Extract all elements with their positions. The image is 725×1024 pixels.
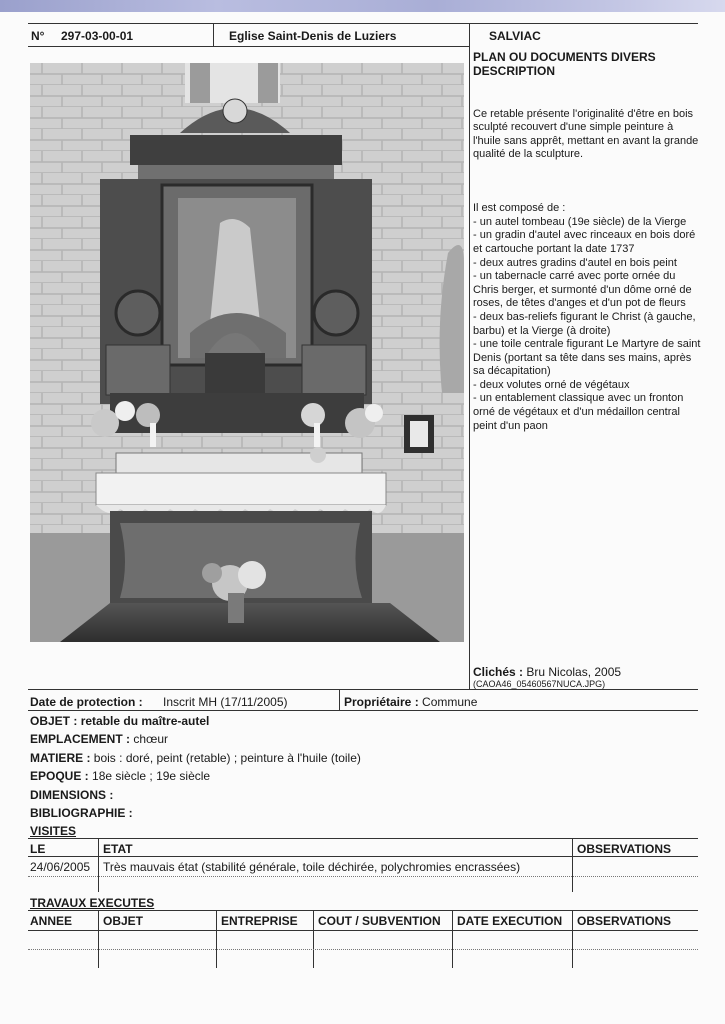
owner-label: Propriétaire :	[344, 695, 419, 709]
visites-title: VISITES	[30, 824, 77, 838]
matiere-line	[30, 751, 361, 765]
cliches-line	[473, 665, 621, 679]
epoque-label: EPOQUE :	[30, 769, 89, 783]
travaux-divider-5	[572, 910, 573, 968]
objet-label: OBJET :	[30, 714, 78, 728]
visites-col-le: LE	[30, 842, 46, 856]
header-bottom-rule	[28, 46, 470, 47]
visites-row-rule	[28, 876, 698, 877]
column-divider	[469, 23, 470, 689]
dimensions-label: DIMENSIONS :	[30, 788, 114, 802]
travaux-header-rule	[28, 930, 698, 931]
emplacement-label: EMPLACEMENT :	[30, 732, 130, 746]
cliches-value: Bru Nicolas, 2005	[526, 665, 622, 679]
travaux-divider-3	[313, 910, 314, 968]
visites-top-rule	[28, 838, 698, 839]
travaux-divider-4	[452, 910, 453, 968]
description-intro: Ce retable présente l'originalité d'être en bois sculpté recouvert d'une simple peinture à l'huile sans apprêt, mettant en avant la grande qualité de la sculpture.	[473, 107, 699, 161]
travaux-col-entreprise: ENTREPRISE	[221, 914, 298, 928]
visites-col-observations: OBSERVATIONS	[577, 842, 672, 856]
commune-name: SALVIAC	[489, 29, 541, 43]
scan-top-band	[0, 0, 725, 12]
travaux-col-cout: COUT / SUBVENTION	[318, 914, 441, 928]
visites-col-etat: ETAT	[103, 842, 133, 856]
protection-divider	[339, 689, 340, 710]
bibliographie-label: BIBLIOGRAPHIE :	[30, 806, 133, 820]
photo-filename: (CAOA46_05460567NUCA.JPG)	[473, 679, 606, 689]
visite-etat: Très mauvais état (stabilité générale, toile déchirée, polychromies encrassées)	[103, 860, 521, 874]
travaux-col-objet: OBJET	[103, 914, 144, 928]
epoque-value: 18e siècle ; 19e siècle	[92, 769, 211, 783]
emplacement-value: chœur	[133, 732, 169, 746]
travaux-col-date-execution: DATE EXECUTION	[457, 914, 563, 928]
header-divider-1	[213, 23, 214, 46]
travaux-col-observations: OBSERVATIONS	[577, 914, 672, 928]
objet-line	[30, 714, 209, 728]
visites-divider-1	[98, 838, 99, 892]
owner-line	[344, 695, 477, 709]
emplacement-line	[30, 732, 168, 746]
header-top-rule	[28, 23, 698, 24]
description-heading: DESCRIPTION	[473, 64, 556, 78]
cliches-label: Clichés :	[473, 665, 524, 679]
altar-photo	[30, 63, 464, 642]
travaux-row-rule	[28, 949, 698, 950]
description-text	[473, 94, 703, 447]
travaux-title: TRAVAUX EXECUTES	[30, 896, 155, 910]
protection-value: Inscrit MH (17/11/2005)	[163, 695, 288, 709]
travaux-divider-1	[98, 910, 99, 968]
matiere-value: bois : doré, peint (retable) ; peinture à l'huile (toile)	[93, 751, 361, 765]
visites-divider-2	[572, 838, 573, 892]
visite-date: 24/06/2005	[30, 860, 91, 874]
epoque-line	[30, 769, 210, 783]
protection-label: Date de protection :	[30, 695, 143, 709]
plan-heading: PLAN OU DOCUMENTS DIVERS	[473, 50, 656, 64]
objet-value: retable du maître-autel	[80, 714, 210, 728]
matiere-label: MATIERE :	[30, 751, 91, 765]
protection-bottom-rule	[28, 710, 698, 711]
travaux-top-rule	[28, 910, 698, 911]
number-label: N°	[31, 29, 45, 43]
church-title: Eglise Saint-Denis de Luziers	[229, 29, 397, 43]
protection-top-rule	[28, 689, 698, 690]
travaux-col-annee: ANNEE	[30, 914, 73, 928]
visites-header-rule	[28, 856, 698, 857]
owner-value: Commune	[422, 695, 478, 709]
description-composition: Il est composé de : - un autel tombeau (19e siècle) de la Vierge - un gradin d'autel avec rinceaux en bois doré et cartouche portant la date 1737 - deux autres gradins d'autel en bois peint - un tabernacle carré avec porte ornée du Chris berger, et surmonté d'un dôme orné de roses, de têtes d'anges et d'un pot de fleurs - deux bas-reliefs figurant le Christ (à gauche, barbu) et la Vierge (à droite) - une toile centrale figurant Le Martyre de saint Denis (portant sa tête dans ses mains, après sa décapitation) - deux volutes orné de végétaux - un entablement classique avec un fronton orné de végétaux et d'un médaillon central peint d'un paon	[473, 202, 701, 432]
travaux-divider-2	[216, 910, 217, 968]
reference-number: 297-03-00-01	[61, 29, 134, 43]
